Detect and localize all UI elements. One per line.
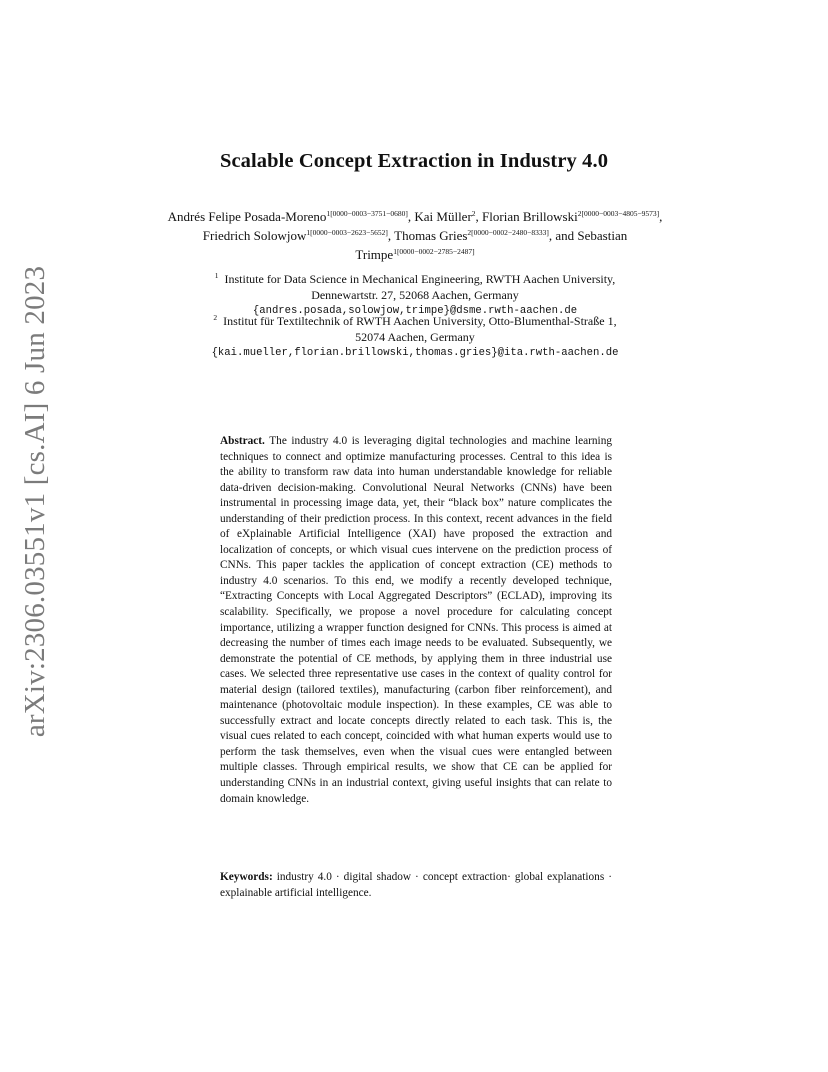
affiliation-address: Dennewartstr. 27, 52068 Aachen, Germany <box>311 288 519 302</box>
affiliation-number: 2 <box>213 313 218 322</box>
author-name: Friedrich Solowjow <box>202 228 307 243</box>
affiliation-address: 52074 Aachen, Germany <box>355 330 475 344</box>
author-separator: , <box>407 209 415 224</box>
author-name: Andrés Felipe Posada-Moreno <box>167 209 327 224</box>
abstract-label: Abstract. <box>220 435 265 447</box>
author-name: Thomas Gries <box>394 228 468 243</box>
author-name: Sebastian Trimpe <box>355 228 628 262</box>
arxiv-id: arXiv:2306.03551v1 [cs.AI] 6 Jun 2023 <box>19 265 52 737</box>
author-separator: , and <box>548 228 578 243</box>
affiliation-institution: Institute for Data Science in Mechanical Engineering, RWTH Aachen University, <box>224 272 616 286</box>
author-orcid: 1[0000−0003−2623−5652] <box>306 228 388 237</box>
affiliation-1 <box>160 271 670 319</box>
affiliation-institution: Institut für Textiltechnik of RWTH Aachen University, Otto-Blumenthal-Straße 1, <box>223 314 617 328</box>
paper-title: Scalable Concept Extraction in Industry 4.0 <box>219 150 609 172</box>
abstract <box>220 434 612 807</box>
affiliation-number: 1 <box>214 271 219 280</box>
author-orcid: 2[0000−0003−4805−9573] <box>577 209 660 218</box>
author-orcid: 2[0000−0002−2480−8333] <box>467 228 549 237</box>
author-orcid: 1[0000−0003−3751−0680] <box>326 209 408 218</box>
keywords-label: Keywords: <box>220 871 273 883</box>
author-orcid: 2 <box>471 209 476 218</box>
author-list <box>160 207 670 264</box>
arxiv-identifier-sidebar <box>16 265 56 737</box>
author-separator: , <box>659 209 663 224</box>
affiliation-2 <box>160 313 670 361</box>
affiliation-email: {kai.mueller,florian.brillowski,thomas.gries}@ita.rwth-aachen.de <box>211 347 619 359</box>
author-name: Kai Müller <box>414 209 472 224</box>
keywords-text: industry 4.0 · digital shadow · concept extraction· global explanations · explainable artificial intelligence. <box>220 871 612 899</box>
author-orcid: 1[0000−0002−2785−2487] <box>393 247 475 256</box>
author-separator: , <box>475 209 483 224</box>
keywords <box>220 870 612 901</box>
affiliation-email: {andres.posada,solowjow,trimpe}@dsme.rwth-aachen.de <box>252 305 578 317</box>
abstract-text: The industry 4.0 is leveraging digital technologies and machine learning techniques to connect and optimize manufacturing processes. Central to this idea is the ability to transform raw data into human understandable knowledge for reliable data-driven decision-making. Convolutional Neural Networks (CNNs) have been instrumental in processing image data, yet, their “black box” nature complicates the understanding of their prediction process. In this context, recent advances in the field of eXplainable Artificial Intelligence (XAI) have proposed the extraction and localization of concepts, or which visual cues intervene on the prediction process of CNNs. This paper tackles the application of concept extraction (CE) methods to industry 4.0 scenarios. To this end, we modify a recently developed technique, “Extracting Concepts with Local Aggregated Descriptors” (ECLAD), improving its scalability. Specifically, we propose a novel procedure for calculating concept importance, utilizing a wrapper function designed for CNNs. This process is aimed at decreasing the number of times each image needs to be evaluated. Subsequently, we demonstrate the potential of CE methods, by applying them in three industrial use cases. We selected three representative use cases in the context of quality control for material design (tailored textiles), manufacturing (carbon fiber reinforcement), and maintenance (photovoltaic module inspection). In these examples, CE was able to successfully extract and locate concepts directly related to each task. This is, the visual cues related to each concept, coincided with what human experts would use to perform the task themselves, even when the visual cues were entangled between multiple classes. Through empirical results, we show that CE can be applied for understanding CNNs in an industrial context, giving useful insights that can relate to domain knowledge. <box>220 435 612 805</box>
author-name: Florian Brillowski <box>482 209 578 224</box>
author-separator: , <box>387 228 395 243</box>
